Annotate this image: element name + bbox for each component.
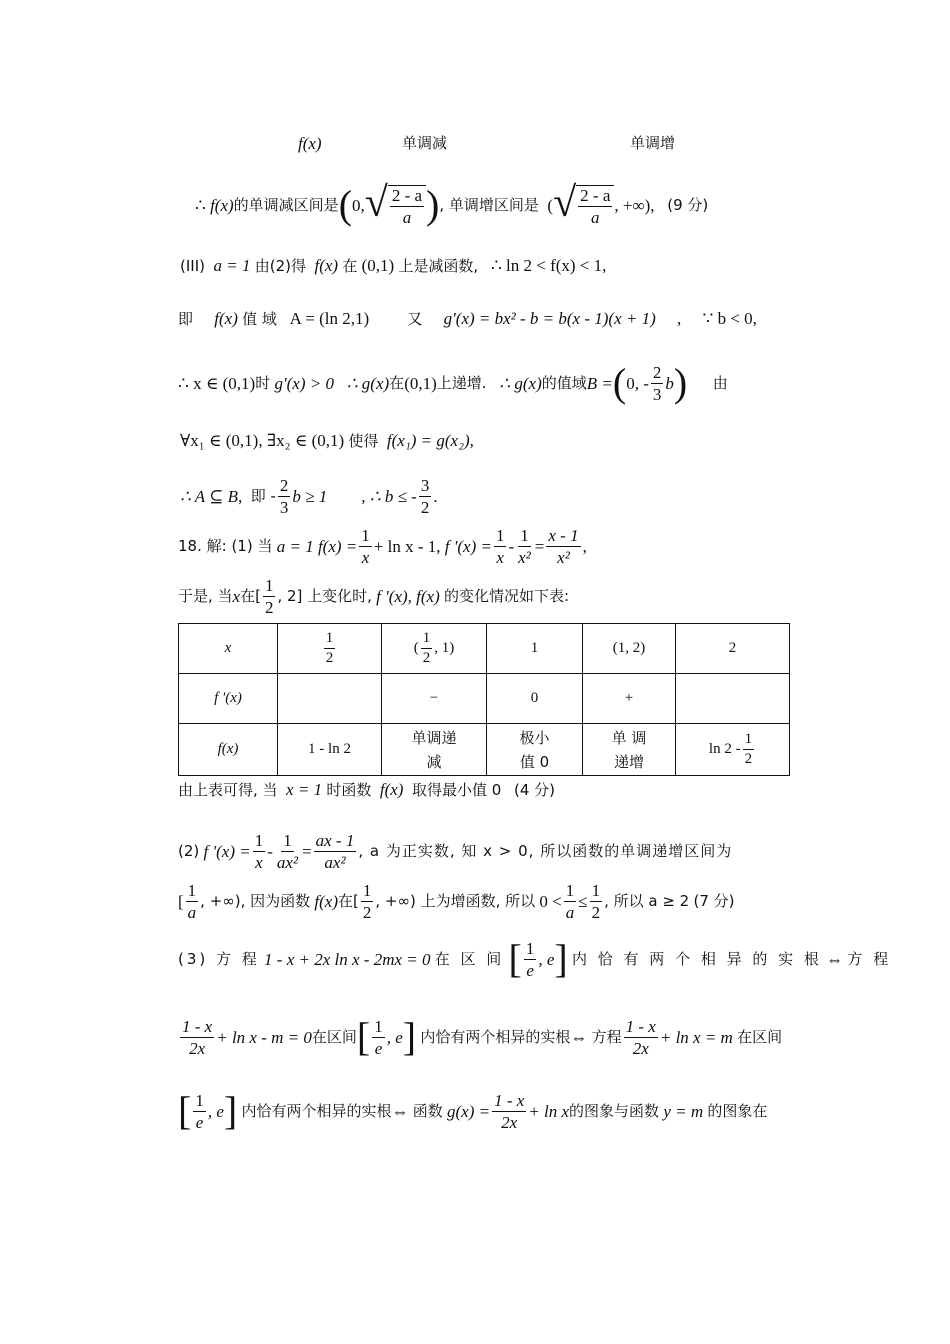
table-cell: 1 - ln 2	[278, 724, 382, 776]
table-cell: 极小 值 0	[487, 724, 583, 776]
part3-line3: [ $\frac{1}{e}$ , e ] 内恰有两个相异的实根 ⇔ 函数 g(x) = $\frac{1 - x}{2x}$ + ln x 的图象与函数 y = m 的图象在	[178, 1088, 768, 1133]
g-monotonic-line: ∴ x ∈ (0,1) 时 g'(x) > 0 ∴ g(x) 在 (0,1) 上递增. ∴ g(x) 的值域 B = ( 0, - $\frac{2}{3}$ b ) 由	[178, 360, 728, 405]
table-cell: ( $\frac{1}{2}$ , 1)	[382, 624, 487, 674]
decreasing-label: 单调减	[402, 134, 448, 152]
table-cell: f '(x)	[179, 674, 278, 724]
table-cell: 2	[676, 624, 790, 674]
part3-line2: $\frac{1 - x}{2x}$ + ln x - m = 0 在区间 [ $\frac{1}{e}$ , e ] 内恰有两个相异的实根 ⇔ 方程 $\frac{1 - x}{2x}$ + ln x = m 在区间	[182, 1014, 783, 1059]
table-row-f	[179, 724, 790, 776]
table-cell: ln 2 - $\frac{1}{2}$	[676, 724, 790, 776]
increasing-label: 单调增	[630, 134, 676, 152]
forall-line: ∀x₁ ∈ (0,1), ∃x₂ ∈ (0,1) 使得 f(x₁) = g(x₂),	[180, 431, 474, 450]
table-cell: (1, 2)	[583, 624, 676, 674]
conclusion-line: ∴ A ⊆ B, 即 - $\frac{2}{3}$ b ≥ 1 , ∴ b ≤ - $\frac{3}{2}$ .	[180, 475, 438, 517]
range-line: 即 f(x) 值 域 A = (ln 2,1) 又 g'(x) = bx² - b = b(x - 1)(x + 1) , ∵ b < 0,	[178, 309, 757, 328]
table-cell: $\frac{1}{2}$	[278, 624, 382, 674]
table-cell: 1	[487, 624, 583, 674]
fx-label: f(x)	[298, 134, 322, 153]
table-result-line: 由上表可得, 当 x = 1 时函数 f(x) 取得最小值 0 (4 分)	[178, 780, 556, 799]
table-cell: 单调递 减	[382, 724, 487, 776]
table-row-fprime	[179, 674, 790, 724]
table-cell: −	[382, 674, 487, 724]
table-cell: f(x)	[179, 724, 278, 776]
part2-line1: (2) f '(x) = $\frac{1}{x}$ - $\frac{1}{\text{ax²}}$ = $\frac{ax - 1}{\text{ax²}}$ , a 为正实数, 知 x > 0, 所以函数的单调递增区间为	[178, 830, 733, 872]
table-cell: 单 调 递增	[583, 724, 676, 776]
part2-line2: [ $\frac{1}{a}$ , +∞), 因为函数 f(x) 在[ $\frac{1}{2}$ , +∞) 上为增函数, 所以 0 < $\frac{1}{a}$ ≤ $\frac{1}{2}$ , 所以 a ≥ 2 (7 分)	[178, 880, 735, 922]
table-cell: 0	[487, 674, 583, 724]
part3-line1: (3) 方 程 1 - x + 2x ln x - 2mx = 0 在 区 间 [ $\frac{1}{e}$ , e ] 内 恰 有 两 个 相 异 的 实 根 ⇔ 方 程	[178, 936, 892, 981]
table-cell	[278, 674, 382, 724]
table-intro-line: 于是, 当 x 在[ $\frac{1}{2}$ , 2] 上变化时, f '(x), f(x) 的变化情况如下表:	[178, 575, 570, 617]
table-cell: +	[583, 674, 676, 724]
variation-table	[178, 623, 790, 776]
part3-header-line: (III) a = 1 由(2)得 f(x) 在 (0,1) 上是减函数, ∴ ln 2 < f(x) < 1,	[180, 256, 607, 275]
table-cell: x	[179, 624, 278, 674]
q18-line: 18. 解: (1) 当 a = 1 f(x) = $\frac{1}{x}$ + ln x - 1, f '(x) = $\frac{1}{x}$ - $\frac{1}{\text{x²}}$ = $\frac{x - 1}{\text{x²}}$ ,	[178, 525, 587, 567]
table-cell	[676, 674, 790, 724]
table-row-x	[179, 624, 790, 674]
monotonic-interval-line: ∴ f(x) 的单调减区间是 ( 0, √ $\frac{2 - a}{a}$ ) , 单调增区间是 ( √ $\frac{2 - a}{a}$ , +∞), (9 分)	[195, 179, 709, 227]
